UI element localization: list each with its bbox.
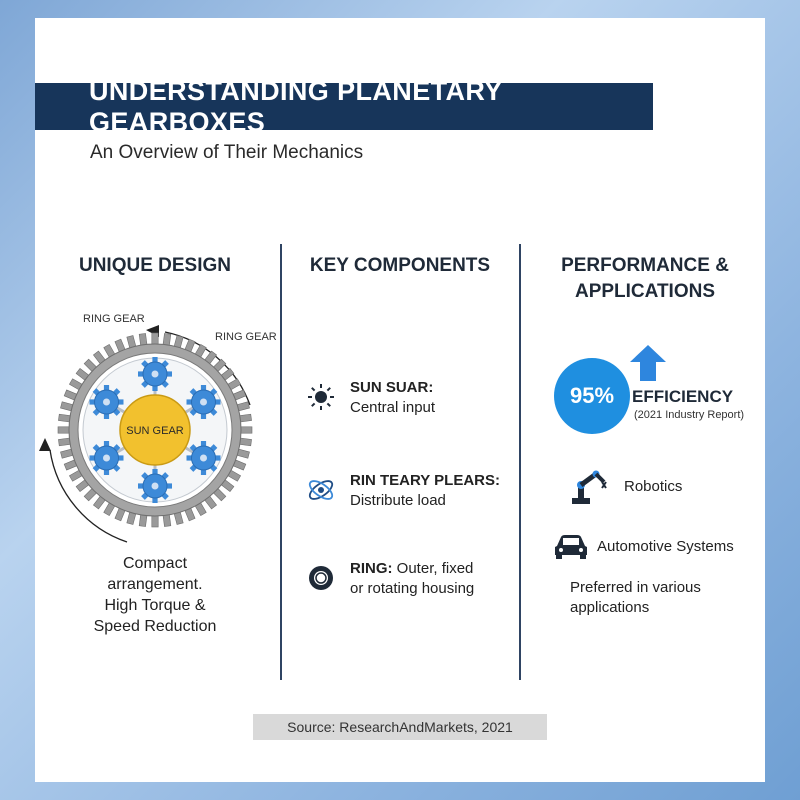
design-heading: UNIQUE DESIGN xyxy=(78,255,232,276)
ring-gear-label-right: RING GEAR xyxy=(215,331,277,343)
application-robotics xyxy=(568,466,682,506)
planet-gear xyxy=(186,385,220,419)
sun-gear-label: SUN GEAR xyxy=(126,425,184,437)
design-description xyxy=(60,553,250,637)
component-sun xyxy=(306,378,435,418)
preferred-note xyxy=(570,578,701,618)
performance-heading-line2: APPLICATIONS xyxy=(574,281,716,302)
source-citation-text: Source: ResearchAndMarkets, 2021 xyxy=(287,719,513,735)
car-icon xyxy=(553,532,589,560)
column-divider-right xyxy=(519,244,521,680)
design-description-line: High Torque & xyxy=(104,597,206,614)
arrow-up-icon xyxy=(628,345,668,381)
planet-gear xyxy=(138,469,172,503)
efficiency-label: EFFICIENCY xyxy=(632,387,734,406)
components-heading: KEY COMPONENTS xyxy=(309,255,491,276)
column-divider-left xyxy=(280,244,282,680)
application-automotive-label: Automotive Systems xyxy=(597,537,734,555)
page-title-text: UNDERSTANDING PLANETARY GEARBOXES xyxy=(89,75,503,137)
application-robotics-label: Robotics xyxy=(624,477,683,495)
efficiency-value: 95% xyxy=(569,383,615,408)
preferred-note-line2: applications xyxy=(570,599,650,616)
efficiency-note: (2021 Industry Report) xyxy=(634,409,745,421)
component-planets-desc: Distribute load xyxy=(350,492,446,509)
ring-gear-label-left: RING GEAR xyxy=(83,313,145,325)
ring-icon xyxy=(306,563,336,593)
planet-gear xyxy=(90,385,124,419)
design-description-line: arrangement. xyxy=(107,576,203,593)
sun-icon xyxy=(306,382,336,412)
design-description-line: Speed Reduction xyxy=(93,618,217,635)
efficiency-badge xyxy=(554,358,630,434)
component-ring-desc: Outer, fixed xyxy=(396,560,474,577)
planetary-gear-diagram xyxy=(35,310,275,570)
component-planets-name: RIN TEARY PLEARS: xyxy=(350,472,501,489)
component-ring-desc-line2: or rotating housing xyxy=(350,580,475,597)
page-title xyxy=(35,75,653,137)
component-sun-desc: Central input xyxy=(350,399,436,416)
component-ring xyxy=(306,559,474,599)
component-ring-name: RING: xyxy=(350,560,393,577)
design-description-line: Compact xyxy=(122,555,188,572)
planet-gear xyxy=(138,357,172,391)
robot-arm-icon xyxy=(568,466,610,506)
planet-gear xyxy=(186,441,220,475)
performance-heading xyxy=(530,253,760,305)
planet-gear xyxy=(90,441,124,475)
atom-orbit-icon xyxy=(306,475,336,505)
source-citation xyxy=(253,714,547,740)
rotation-arrowhead-bottom xyxy=(39,438,51,451)
page-subtitle: An Overview of Their Mechanics xyxy=(90,142,364,163)
application-automotive xyxy=(553,532,734,560)
component-planets xyxy=(306,471,500,511)
component-sun-name: SUN SUAR: xyxy=(350,379,434,396)
performance-heading-line1: PERFORMANCE & xyxy=(561,255,729,276)
preferred-note-line1: Preferred in various xyxy=(570,579,701,596)
